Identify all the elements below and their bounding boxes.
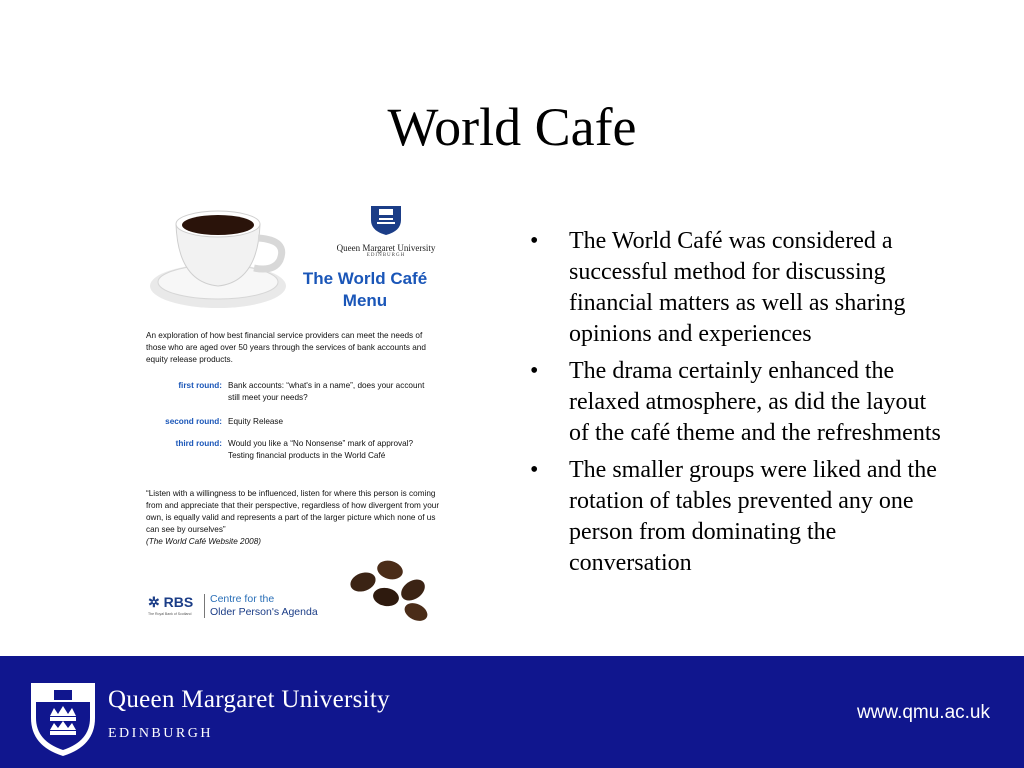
bullet-item bbox=[530, 226, 950, 350]
slide-title: World Cafe bbox=[387, 97, 637, 157]
bullet-text: The World Café was considered a successful method for discussing financial matters as well as sharing opinions and experiences bbox=[569, 228, 906, 347]
bullet-glyph: • bbox=[530, 358, 539, 384]
round-label-third: third round: bbox=[175, 439, 222, 448]
cpa-logo-line2: Older Person's Agenda bbox=[210, 606, 318, 619]
cpa-logo-line1: Centre for the bbox=[210, 593, 275, 605]
round-text-first: Bank accounts: “what's in a name”, does your account still meet your needs? bbox=[228, 381, 425, 402]
world-cafe-flyer-image bbox=[140, 196, 450, 628]
cpa-logo bbox=[210, 593, 318, 619]
rbs-logo-subtitle: The Royal Bank of Scotland bbox=[148, 612, 192, 616]
round-label-first: first round: bbox=[178, 381, 222, 390]
bullet-text: The drama certainly enhanced the relaxed atmosphere, as did the layout of the café theme and the refreshments bbox=[569, 358, 941, 446]
rbs-logo-text: RBS bbox=[163, 594, 194, 610]
flyer-intro: An exploration of how best financial service providers can meet the needs of those who are aged over 50 years through the services of bank accounts and equity release products. bbox=[146, 331, 426, 364]
footer-university-name: Queen Margaret University bbox=[108, 686, 390, 713]
flyer-university-logo bbox=[330, 204, 442, 258]
bullet-glyph: • bbox=[530, 228, 539, 254]
flyer-menu-title-line1: The World Café bbox=[302, 269, 428, 288]
coffee-cup-icon bbox=[148, 204, 298, 314]
bullet-item bbox=[530, 455, 950, 579]
bullet-glyph: • bbox=[530, 457, 539, 483]
flyer-university-name: Queen Margaret University bbox=[336, 243, 436, 253]
footer-university-city: EDINBURGH bbox=[108, 726, 213, 741]
round-label-second: second round: bbox=[165, 417, 222, 426]
flyer-quote bbox=[146, 488, 442, 547]
bullet-text: The smaller groups were liked and the rotation of tables prevented any one person from dominating the conversation bbox=[569, 457, 937, 576]
flyer-menu-title-line2: Menu bbox=[342, 291, 388, 311]
university-crest-icon bbox=[28, 680, 98, 758]
footer-website-link[interactable]: www.qmu.ac.uk bbox=[856, 702, 990, 723]
rbs-logo: ✲ RBS bbox=[148, 594, 194, 610]
flyer-quote-text: “Listen with a willingness to be influenced, listen for where this person is coming from and appreciate that their perspective, regardless of how divergent from your own, is equally valid and represents a part of the larger picture which none of us can see by ourselves” bbox=[146, 489, 440, 534]
bullet-list bbox=[530, 226, 950, 585]
flyer-university-city: EDINBURGH bbox=[366, 253, 406, 258]
flyer-quote-source: (The World Café Website 2008) bbox=[146, 536, 261, 546]
round-text-second: Equity Release bbox=[228, 417, 284, 426]
coffee-beans-icon bbox=[338, 552, 438, 622]
footer-bar bbox=[0, 656, 1024, 768]
round-text-third: Would you like a “No Nonsense” mark of approval? Testing financial products in the World Café bbox=[228, 439, 414, 460]
bullet-item bbox=[530, 356, 950, 449]
crest-icon bbox=[368, 204, 404, 236]
flyer-menu-title bbox=[280, 268, 450, 312]
sponsor-divider bbox=[204, 594, 205, 618]
